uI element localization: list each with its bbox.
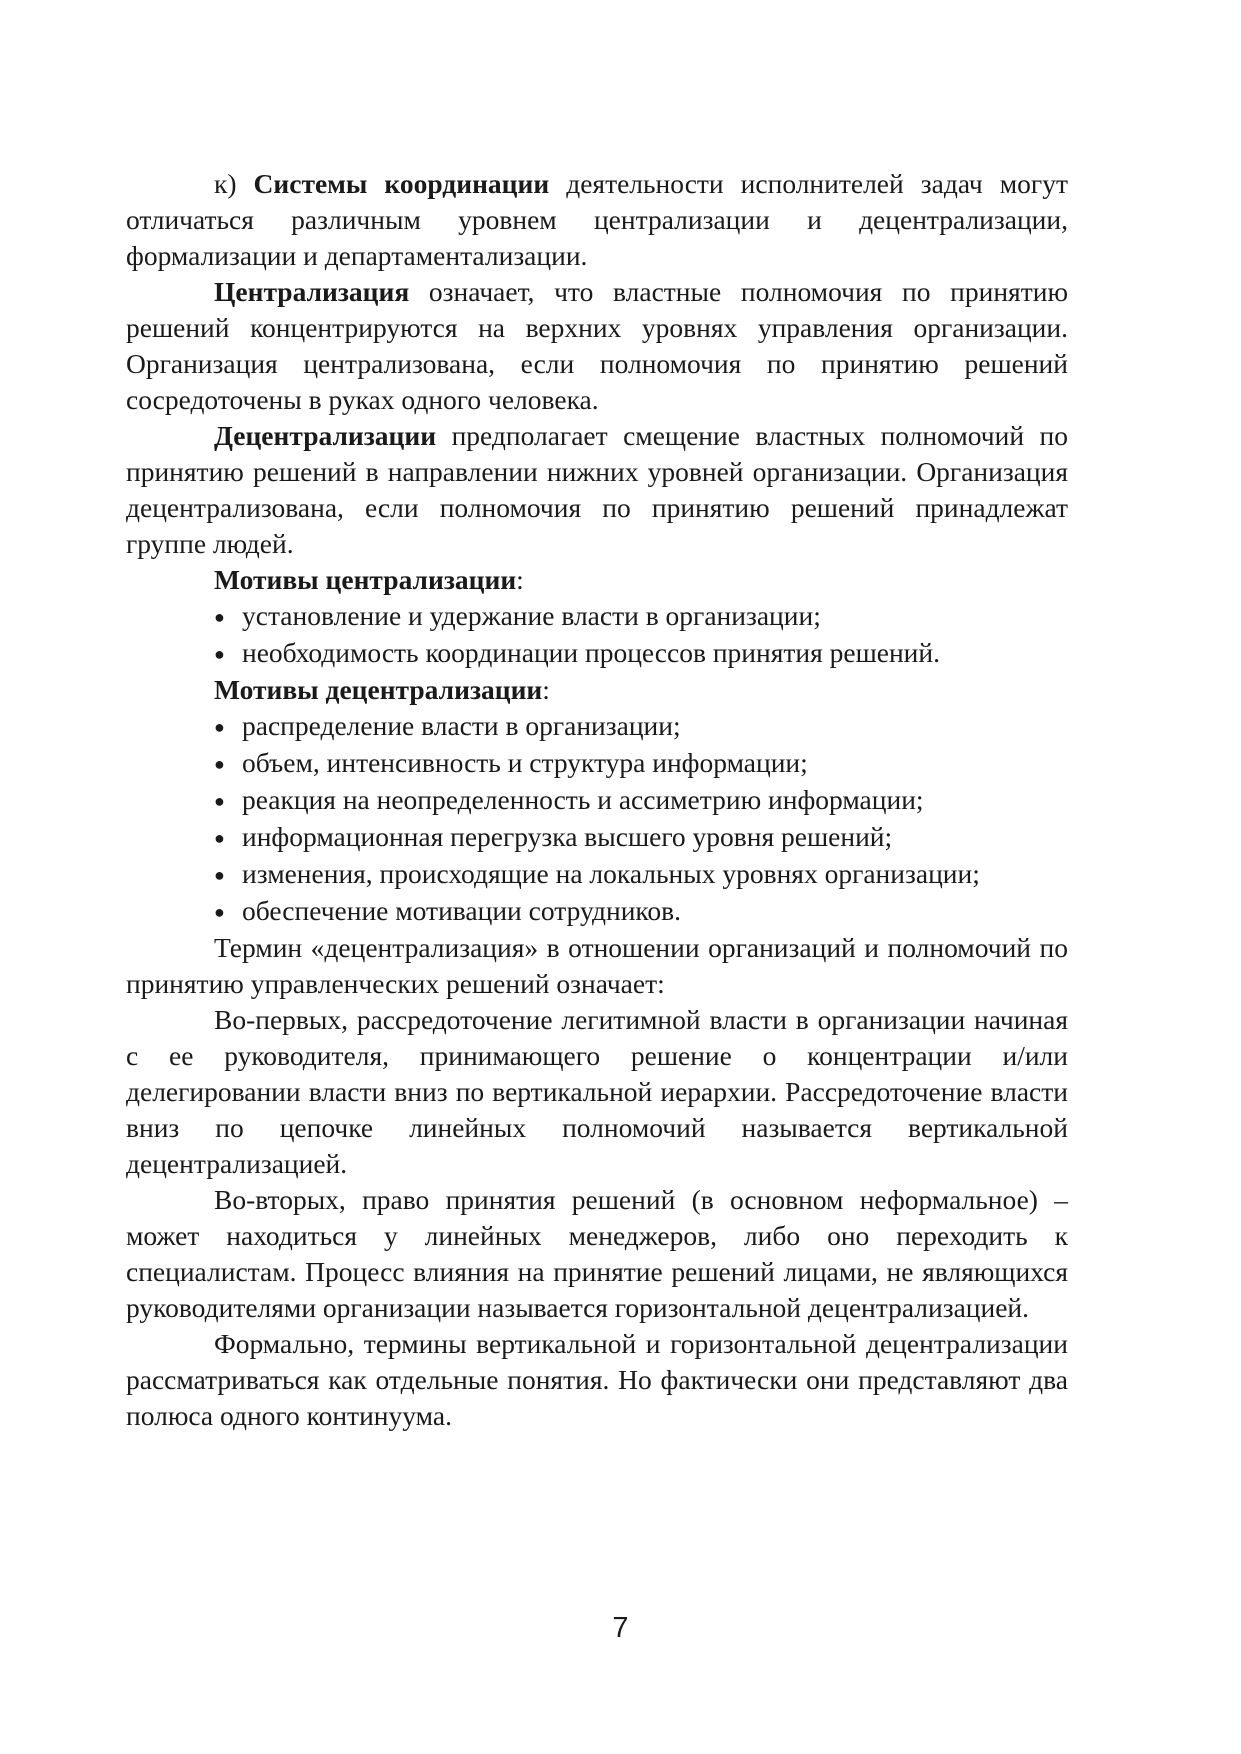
list-item: ● распределение власти в организации; (126, 708, 1068, 745)
list-item: ● обеспечение мотивации сотрудников. (126, 893, 1068, 930)
list-item: ● установление и удержание власти в организации; (126, 598, 1068, 635)
bullet-icon: ● (214, 791, 225, 811)
paragraph-vertical-decentralization: Во-первых, рассредоточение легитимной власти в организации начиная с ее руководителя, принимающего решение о концентрации и/или делегировании власти вниз по вертикальной иерархии. Рассредоточение власти вниз по цепочке линейных полномочий называется вертикальной децентрализацией. (126, 1004, 1068, 1179)
bullet-icon: ● (214, 865, 225, 885)
paragraph-text: означает, что властные полномочия по принятию решений концентрируются на верхних уровнях управления организации. Организация централизована, если полномочия по принятию решений сосредоточены в руках одного человека. (126, 276, 1068, 415)
list-item: ● изменения, происходящие на локальных уровнях организации; (126, 856, 1068, 893)
paragraph-continuum: Формально, термины вертикальной и горизонтальной децентрализации рассматриваться как отдельные понятия. Но фактически они представляют два полюса одного континуума. (126, 1328, 1068, 1431)
bullet-icon: ● (214, 644, 225, 664)
paragraph-text: деятельности исполнителей задач могут отличаться различным уровнем централизации и децентрализации, формализации и департаментализации. (126, 168, 1068, 271)
page-content (126, 166, 1068, 1434)
paragraph-decentralization (126, 418, 1068, 562)
page-number: 7 (612, 1612, 629, 1644)
bullet-icon: ● (214, 828, 225, 848)
list-item: ● реакция на неопределенность и ассиметрию информации; (126, 782, 1068, 819)
list-item: ● объем, интенсивность и структура информации; (126, 745, 1068, 782)
paragraph-text: предполагает смещение властных полномочий по принятию решений в направлении нижних уровней организации. Организация децентрализована, если полномочия по принятию решений принадлежат группе людей. (126, 420, 1068, 559)
term-decentralization: Децентрализации (214, 420, 437, 451)
bullet-icon: ● (214, 754, 225, 774)
bullet-icon: ● (214, 607, 225, 627)
paragraph-centralization (126, 274, 1068, 418)
decentralization-motives-list (126, 708, 1068, 930)
list-item: ● информационная перегрузка высшего уровня решений; (126, 819, 1068, 856)
bullet-icon: ● (214, 717, 225, 737)
paragraph-horizontal-decentralization: Во-вторых, право принятия решений (в основном неформальное) – может находиться у линейных менеджеров, либо оно переходить к специалистам. Процесс влияния на принятие решений лицами, не являющихся руководителями организации называется горизонтальной децентрализацией. (126, 1184, 1068, 1323)
heading-centralization-motives: Мотивы централизации: (214, 564, 524, 595)
paragraph-term-definition: Термин «децентрализация» в отношении организаций и полномочий по принятию управленческих решений означает: (126, 932, 1068, 999)
heading-decentralization-motives: Мотивы децентрализации: (214, 674, 550, 705)
paragraph-coordination-systems (126, 166, 1068, 274)
centralization-motives-list (126, 598, 1068, 672)
term-centralization: Централизация (214, 276, 410, 307)
list-item: ● необходимость координации процессов принятия решений. (126, 635, 1068, 672)
term-coordination-systems: Системы координации (253, 168, 550, 199)
item-prefix: к) (214, 168, 254, 199)
bullet-icon: ● (214, 902, 225, 922)
